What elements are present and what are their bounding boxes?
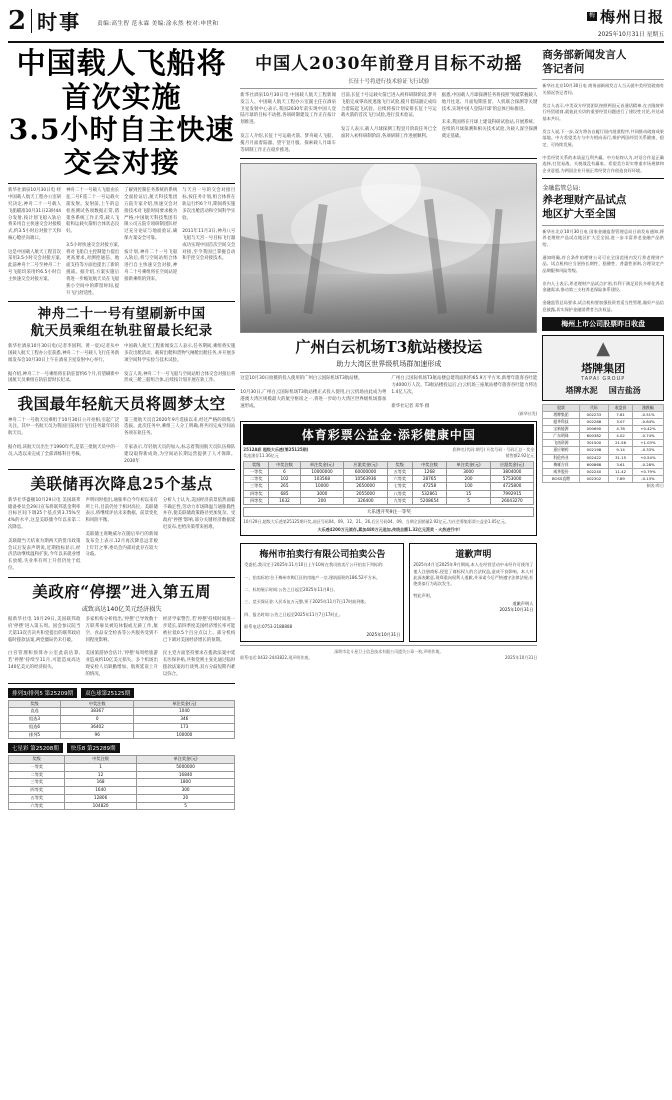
cell: 168 bbox=[65, 779, 136, 787]
cell: 1 bbox=[65, 763, 136, 771]
m2030-col-3: 据悉,中国载人月球探测任务将按照'突破掌握载人地月往返、月面短期驻留、人机联合探测等关键技术,实现中国人登陆月球'的总体目标推进。 未来,我国将在月球上建设科研试验站,开展系统、连续的月球探测和相关技术试验,为载人深空探测奠定基础。 bbox=[441, 93, 538, 139]
cell: 15 bbox=[447, 490, 491, 497]
cell: 002233 bbox=[579, 412, 609, 419]
cell: 002288 bbox=[579, 419, 609, 426]
cell: 四等奖 bbox=[244, 498, 269, 505]
m2030-col-1: 新华社酒泉10月30日电 中国载人航天工程新闻发言人、中国载人航天工程办公室副主任在酒泉卫星发射中心表示,我国2030年前实现中国人登陆月球的目标不动摇,各项研制建设工作正在按计划推进。 发言人介绍,长征十号运载火箭、梦舟载人飞船、揽月月面着陆器、望宇登月服、探索载人月球车等研制工作正在稳步推进。 bbox=[240, 93, 336, 153]
cell: 265 bbox=[269, 483, 301, 490]
footer-notice-row bbox=[240, 655, 537, 661]
divider bbox=[240, 372, 537, 373]
cell: 三等奖 bbox=[244, 483, 269, 490]
footer-notice-contact: 联系电话:0432-2443822,现声明作废。 bbox=[240, 654, 313, 660]
lottery-detail-line: 10月29日,超级大乐透第25125期开奖,前区号码04、09、12、21、26,后区号码04、09。当期全国销量2.92亿元,为社会筹集彩票公益金1.05亿元。 bbox=[243, 519, 509, 525]
lottery-table-2 bbox=[8, 755, 235, 810]
lottery-table-1 bbox=[8, 700, 235, 740]
th-6: 单注奖金(元) bbox=[447, 461, 491, 468]
cell: 4725800 bbox=[490, 483, 534, 490]
cell: 200 bbox=[447, 476, 491, 483]
photo-subcaption: 助力大湾区世界级机场群加速形成 bbox=[336, 360, 442, 369]
cell: 3804000 bbox=[490, 468, 534, 475]
table-row bbox=[244, 498, 534, 505]
cell: 12806 bbox=[65, 794, 136, 802]
cell: 三等奖 bbox=[9, 779, 65, 787]
table-row bbox=[543, 426, 664, 433]
cell: 532861 bbox=[412, 490, 447, 497]
table-header-row bbox=[543, 405, 664, 412]
auction-ad-date: 2025年10月31日 bbox=[366, 631, 401, 637]
th-0: 奖级 bbox=[244, 461, 269, 468]
cell: 1268 bbox=[412, 468, 447, 475]
cell: 四等奖 bbox=[244, 490, 269, 497]
cell: 1800 bbox=[136, 779, 234, 787]
cell: 002240 bbox=[579, 468, 609, 475]
editors-credit: 责编:高生智 范永霖 美编:涂永然 校对:申世和 bbox=[97, 21, 219, 27]
th-name: 股票 bbox=[543, 405, 579, 412]
th-level: 奖级 bbox=[9, 756, 65, 764]
cell: 104820 bbox=[65, 802, 136, 810]
cell: 000690 bbox=[579, 426, 609, 433]
lottery-sales-note: 销售额2.92亿元 bbox=[505, 452, 535, 458]
headline-line-1: 中国载人飞船将首次实施 bbox=[16, 46, 227, 114]
cell: 科伦药业 bbox=[543, 454, 579, 461]
cell: 5753000 bbox=[490, 476, 534, 483]
shenzhou-col-2: 中国载人航天工程新闻发言人表示,任务期间,乘组将实施多次出舱活动、载荷出舱和货物气闸舱出舱任务,并开展多项空间科学实验与技术试验。 发言人说,神舟二十一号飞船与空间站组合体交会对接后将形成三舱三船组合体,后续按计划开展在轨工作。 bbox=[124, 344, 236, 384]
cell: 200 bbox=[300, 498, 344, 505]
fed-col-2: 声明同时指出,通胀率自今年初以来有所上升,目前仍处于相对高位。美联储表示,将继续评估未来数据、前景变化和风险平衡。 美联储主席鲍威尔在随后举行的新闻发布会上表示,12月再次降息远非板上钉钉之事,委员会内部对此存在较大分歧。 bbox=[85, 497, 158, 558]
photo-credit: (新华社发) bbox=[518, 410, 538, 416]
article-2030-shoulder: 长征十号将进行技术验证飞行试验 bbox=[348, 79, 430, 85]
cell: 102 bbox=[269, 476, 301, 483]
cell: 60000000 bbox=[344, 468, 388, 475]
cell: 0 bbox=[61, 716, 134, 724]
cell: 300 bbox=[136, 787, 234, 795]
lottery-strip-note: 大乐透开奖9注一等奖 bbox=[243, 507, 534, 517]
cell: 5000000 bbox=[136, 763, 234, 771]
cell: 宝新能源 bbox=[543, 426, 579, 433]
lottery-pool-note: 奖池滚存11.36亿元 bbox=[243, 452, 279, 458]
bottom-ads bbox=[240, 539, 537, 642]
masthead-right bbox=[587, 6, 664, 38]
lead-headline-block bbox=[8, 47, 235, 184]
sports-lottery-box bbox=[240, 421, 537, 537]
cell: 5208654 bbox=[412, 498, 447, 505]
cell: 7992915 bbox=[490, 490, 534, 497]
lead-col-3: 了解到控制任务系统的系统全面验证后,航天科技集团五院专家介绍,快速交会对接技术对飞船时间要求极为严格,中国航天科技集团有限公司五院专项研制团队经过充分论证与地面验证,确保方案安全可靠。 按计划,神舟二十一号飞船入轨后,将与空间站组合体进行自主快速交会对接,神舟二十号乘组将在空间站迎接新乘组的到来。 bbox=[124, 188, 178, 282]
pension-title bbox=[542, 194, 664, 221]
th-count: 中奖注数 bbox=[65, 756, 136, 764]
footer-notice-date: 2025年10月31日 bbox=[505, 654, 538, 660]
cell: 嘉应制药 bbox=[543, 447, 579, 454]
photo-text-right: 广州白云国际机场T3航站楼总建筑面积约65.9万平方米,新增年旅客吞吐能力4000万人次。T3航站楼投运后,白云机场三座航站楼年旅客吞吐能力将达1.4亿人次。 新华社记者 邓华 摄 bbox=[391, 376, 538, 409]
commerce-spokesperson-body: 新华社北京10月30日电 商务部新闻发言人当天就中美经贸磋商有关情况答记者问。 发言人表示,中美双方经贸团队按照两国元首通话精神,在吉隆坡举行经贸磋商,就彼此关切的重要经贸问题进行了建设性讨论,并达成基本共识。 发言人说,下一步,双方将各自履行国内批准程序,共同推动磋商成果落地。中方希望美方与中方相向而行,维护两国经贸关系健康、稳定、可持续发展。 中美经贸关系的本质是互利共赢。中方始终认为,对话合作是正确选择,打贸易战、关税战没有赢家。希望美方切实尊重市场规律和企业意愿,为两国企业开展正常经贸合作创造良好环境。 bbox=[542, 83, 664, 173]
article-fed-body bbox=[8, 498, 235, 573]
tapai-logo-icon: ▲ bbox=[596, 338, 611, 360]
table-row bbox=[9, 771, 235, 779]
table-row bbox=[543, 475, 664, 482]
table-header-row bbox=[244, 461, 534, 468]
cell: 2055000 bbox=[344, 490, 388, 497]
cell: 36402 bbox=[61, 723, 134, 731]
table-row bbox=[543, 433, 664, 440]
apology-ad-sign: 道歉声明人 2025年10月31日 bbox=[499, 601, 534, 613]
publication-date: 2025年10月31日 星期五 bbox=[597, 32, 664, 38]
photo-caption: 广州白云机场T3航站楼投运 bbox=[295, 338, 483, 357]
cell: 威华股份 bbox=[543, 468, 579, 475]
table-row bbox=[543, 454, 664, 461]
lead-col-1: 新华社酒泉10月30日电 经中国载人航天工程办公室研究决定,神舟二十一号载人飞船瞄准10月31日23时44分发射,按计划飞船入轨后将采用自主快速交会对接模式,约3.5小时后对接于天和核心舱径向端口。 这是中国载人航天工程首次采用3.5小时交会对接方案,此前神舟十二号至神舟二十号飞船均采用约6.5小时自主快速交会对接方案。 bbox=[8, 188, 62, 282]
cell: 10000000 bbox=[300, 468, 344, 475]
table-row bbox=[9, 708, 235, 716]
page-number: 2 bbox=[8, 5, 27, 36]
table-row bbox=[9, 763, 235, 771]
masthead bbox=[8, 6, 664, 43]
apology-ad bbox=[409, 543, 537, 642]
cell: 47258 bbox=[412, 483, 447, 490]
photo-text-left: 这是10月30日拍摄的投入使用的广州白云国际机场T3航站楼。 10月30日,广州白云国际机场T3航站楼正式投入使用,白云机场由此成为粤港澳大湾区规模最大的航空枢纽之一,将进一步助力大湾区世界级机场群加速形成。 bbox=[240, 376, 387, 409]
cell: +1.03% bbox=[632, 440, 663, 447]
divider bbox=[542, 225, 664, 226]
table-row bbox=[9, 723, 235, 731]
table-row bbox=[244, 476, 534, 483]
table-row bbox=[244, 483, 534, 490]
lottery-tags-row-2 bbox=[8, 743, 235, 753]
cell: 六等奖 bbox=[9, 802, 65, 810]
commerce-spokesperson-title bbox=[542, 49, 664, 76]
brand-tagline-2: 国吉盐汤 bbox=[608, 385, 641, 396]
cell: 600868 bbox=[579, 461, 609, 468]
article-shutdown-subtitle: 或致高达140亿美元经济损失 bbox=[81, 606, 162, 614]
lottery-subheader-left: 2512A彩 超级大乐透(第25125期) bbox=[243, 446, 309, 452]
shutdown-col-2: 多家机构分析指出,'停摆'已导致数十万联邦雇员被迫休假或无薪工作,航空、食品安全检查等公共服务受到不同程度影响。 美国旅游协会估计,'停摆'每周给旅游业造成约10亿美元损失。多个机场出现安检人员缺勤增加、航班延误上升的情况。 bbox=[85, 617, 158, 677]
lottery-prize-table bbox=[243, 461, 534, 506]
cell: 3.61 bbox=[609, 461, 633, 468]
cell: 5 bbox=[136, 802, 234, 810]
cell: 4.02 bbox=[609, 433, 633, 440]
brand-name-en: TAPAI GROUP bbox=[581, 376, 626, 383]
pension-title-l1: 养老理财产品试点 bbox=[542, 194, 627, 207]
lottery-tag-qixingcai: 七星彩 第25208期 bbox=[8, 743, 63, 753]
cell: 九等奖 bbox=[387, 498, 412, 505]
lead-headline bbox=[8, 47, 235, 179]
th-4: 奖级 bbox=[387, 461, 412, 468]
th-prize: 单注奖金(元) bbox=[134, 700, 235, 708]
cell: 七等奖 bbox=[387, 483, 412, 490]
commerce-title-l1: 商务部新闻发言人 bbox=[542, 49, 627, 61]
article-2030-body bbox=[240, 93, 537, 154]
divider bbox=[8, 469, 235, 470]
article-shenzhou-title-l1: 神舟二十一号有望刷新中国 bbox=[37, 306, 206, 323]
lottery-tag-pailie: 排列3/排列5 第25209期 bbox=[8, 688, 77, 698]
cell: +0.54% bbox=[632, 454, 663, 461]
table-row bbox=[9, 802, 235, 810]
apology-ad-body: 2025年4月至2025年9月期间,本人在经营活动中未经许可使用了他人注册商标,侵犯了商标权人的合法权益,造成不良影响。本人对此深表歉意,现郑重向权利人道歉,并承诺今后严格遵守法律法规,杜绝类似行为再次发生。 特此声明。 bbox=[413, 562, 534, 599]
cell: 广东明珠 bbox=[543, 433, 579, 440]
cell: 9.14 bbox=[609, 447, 633, 454]
brand-name: 塔牌集团 bbox=[581, 362, 626, 376]
table-header-row bbox=[9, 700, 235, 708]
cell: -0.64% bbox=[632, 419, 663, 426]
th-1: 中奖注数 bbox=[269, 461, 301, 468]
cell: 梅雁吉祥 bbox=[543, 461, 579, 468]
cell: 002198 bbox=[579, 447, 609, 454]
divider bbox=[8, 389, 235, 390]
cell: 10563936 bbox=[344, 476, 388, 483]
cell: 7.81 bbox=[609, 412, 633, 419]
lead-body bbox=[8, 188, 235, 297]
cell: +0.79% bbox=[632, 468, 663, 475]
table-row bbox=[543, 461, 664, 468]
cell: -0.33% bbox=[632, 447, 663, 454]
cell: 326400 bbox=[344, 498, 388, 505]
article-2030-title: 中国人2030年前登月目标不动摇 bbox=[255, 54, 523, 74]
th-2: 单注奖金(元) bbox=[300, 461, 344, 468]
th-change: 涨跌幅 bbox=[632, 405, 663, 412]
cell: BOSS直聘 bbox=[543, 475, 579, 482]
cell: 超华科技 bbox=[543, 419, 579, 426]
cell: 28765 bbox=[412, 476, 447, 483]
th-close: 收盘价 bbox=[609, 405, 633, 412]
th-code: 代码 bbox=[579, 405, 609, 412]
paper-name: 梅州日报 bbox=[599, 8, 664, 26]
column-left bbox=[8, 47, 235, 810]
lead-col-4: 与天宫一号的交会对接目标,按任务计划,组合体将在轨运行约6个月,期间将实施多次出舱活动和空间科学实验。 2011年11月3日,神舟八号飞船与天宫一号目标飞行器成功实现中国首次空间交会对接,至今我国已掌握自动和手控交会对接技术。 bbox=[182, 188, 236, 262]
article-shenzhou-title-l2: 航天员乘组在轨驻留最长纪录 bbox=[30, 323, 213, 340]
cell: 103568 bbox=[300, 476, 344, 483]
cell: 100000 bbox=[134, 731, 235, 739]
cell: 飞南资源 bbox=[543, 440, 579, 447]
cell: 96 bbox=[61, 731, 134, 739]
article-youngest-body bbox=[8, 418, 235, 466]
th-3: 应派奖金(元) bbox=[344, 461, 388, 468]
cell: 21.56 bbox=[609, 440, 633, 447]
divider bbox=[8, 301, 235, 302]
footer-notice-text: 深圳市北斗星卫士信息技术有限公司遗失公章一枚,声明作废。 bbox=[334, 648, 444, 654]
table-row bbox=[9, 731, 235, 739]
divider bbox=[240, 158, 537, 159]
column-right bbox=[542, 47, 664, 810]
cell: 塔牌集团 bbox=[543, 412, 579, 419]
lottery-tag-kuaile8: 快乐8 第25289期 bbox=[67, 743, 120, 753]
cell: -0.28% bbox=[632, 461, 663, 468]
auction-ad-title: 梅州市拍卖行有限公司拍卖公告 bbox=[259, 550, 386, 561]
cell: 1040 bbox=[134, 708, 235, 716]
pension-kicker: 金融监管总局: bbox=[542, 185, 581, 193]
table-row bbox=[543, 447, 664, 454]
th-count: 中奖注数 bbox=[61, 700, 134, 708]
table-row bbox=[244, 468, 534, 475]
th-5: 中奖注数 bbox=[412, 461, 447, 468]
cell: 7.89 bbox=[609, 475, 633, 482]
cell: 3.07 bbox=[609, 419, 633, 426]
table-row bbox=[244, 490, 534, 497]
cell: 6 bbox=[269, 468, 301, 475]
cell: 五等奖 bbox=[9, 794, 65, 802]
cell: 一等奖 bbox=[9, 763, 65, 771]
cell: 685 bbox=[269, 490, 301, 497]
cell: 301500 bbox=[579, 440, 609, 447]
section-title: 时事 bbox=[37, 10, 82, 34]
cell: 173 bbox=[134, 723, 235, 731]
divider bbox=[8, 577, 235, 578]
table-row bbox=[9, 794, 235, 802]
cell: 1632 bbox=[269, 498, 301, 505]
fed-col-3: 分析人士认为,美国经济前景依然面临不确定性,劳动力市场降温与通胀黏性并存,使美联储政策路径更加复杂。受政府'停摆'影响,部分关键经济数据延迟发布,也给决策带来困难。 bbox=[162, 497, 236, 531]
th-level: 奖级 bbox=[9, 700, 61, 708]
brand-advertisement[interactable] bbox=[542, 335, 664, 401]
cell: 346 bbox=[134, 716, 235, 724]
lead-col-2: 神舟二十一号载人飞船由长征二号F遥二十一号运载火箭发射。发射前,上午的总检查测试各项数据正常,塔架各系统工作正常,载人飞船和运载火箭组合体状态良好。 3.5小时快速交会对接方案,将对飞船自主控制能力提出更高要求,对测控通信、地面支持等方面也提出了新的挑战。据介绍,方案实施后将进一步缩短航天员在飞船狭小空间中的滞留时间,提升飞行舒适性。 bbox=[66, 188, 120, 296]
commerce-title-l2: 答记者问 bbox=[542, 62, 585, 75]
stock-table-footer: 制表:昨日 bbox=[646, 482, 664, 488]
cell: 1640 bbox=[65, 787, 136, 795]
brand-tagline-1: 塔牌水泥 bbox=[565, 385, 598, 396]
divider bbox=[8, 683, 235, 684]
shutdown-col-1: 据新华社电 10月29日,美国联邦政府'停摆'进入第五周。国会参议院当天第13次否决共和党提出的联邦政府临时拨款法案,两党僵局仍未打破。 白宫管理和预算办公室此前估算,若'停摆'持续至11月,可能造成高达140亿美元的经济损失。 bbox=[8, 617, 81, 670]
airport-terminal-photo bbox=[240, 163, 537, 333]
divider bbox=[542, 178, 664, 179]
auction-ad bbox=[240, 543, 404, 642]
table-row bbox=[9, 716, 235, 724]
youngest-col-2: 第三批航天员自2020年9月选拔以来,经过严格的训练与选拔。此次任务中,乘组三人分工明确,将共同完成空间站各项在轨任务。 专家表示,年轻航天员的加入,标志着我国航天员队伍梯队建设取得新成效,为空间站长期运营提供了人才保障。2030年 bbox=[124, 417, 236, 464]
brand-tagline bbox=[546, 385, 660, 396]
photo-floor bbox=[241, 274, 536, 332]
cell: 5 bbox=[447, 498, 491, 505]
lottery-title: 体育彩票公益金·添彩健康中国 bbox=[243, 424, 534, 445]
cell: 100 bbox=[447, 483, 491, 490]
cell: 3000 bbox=[447, 468, 491, 475]
pension-title-l2: 地区扩大至全国 bbox=[542, 207, 616, 220]
paper-logo bbox=[587, 6, 664, 27]
cell: 38367 bbox=[61, 708, 134, 716]
cell: 直选 bbox=[9, 708, 61, 716]
stock-table bbox=[542, 404, 664, 483]
column-middle bbox=[240, 47, 537, 810]
cell: -0.13% bbox=[632, 475, 663, 482]
lottery-notes bbox=[243, 453, 534, 459]
table-row bbox=[9, 779, 235, 787]
table-row bbox=[543, 468, 664, 475]
cell: 11.42 bbox=[609, 468, 633, 475]
shutdown-col-3: 经济学家警告,若'停摆'持续时间进一步延长,第四季度美国经济增长率可能被拉低0.5个百分点以上。部分机构已下调对美国经济增长的预期。 民主党方面坚持要求在拨款法案中延长医保补贴,共和党则主张先通过临时拨款法案再行谈判,双方分歧短期内难以弥合。 bbox=[162, 617, 236, 677]
cell: 一等奖 bbox=[244, 468, 269, 475]
apology-ad-title: 道歉声明 bbox=[455, 550, 492, 561]
cell: 10000 bbox=[300, 483, 344, 490]
cell: 二等奖 bbox=[9, 771, 65, 779]
lottery-tag-shuangseqiu: 双色球第25125期 bbox=[81, 688, 134, 698]
cell: 31.15 bbox=[609, 454, 633, 461]
cell: 600382 bbox=[579, 433, 609, 440]
cell: -0.74% bbox=[632, 433, 663, 440]
th-7: 应派奖金(元) bbox=[490, 461, 534, 468]
article-shutdown-body bbox=[8, 617, 235, 678]
auction-ad-body: 受委托,我司定于2025年11月10日上午10时在我司拍卖厅公开拍卖下列标的: 一、拍卖标的:位于梅州市梅江区的房地产一宗,建筑面积约186.52平方米。 二、标的展示时间:公告之日起至2025年11月8日。 三、竞买保证金:人民币伍万元整,须于2025年11月7日17时前到账。 四、报名时间:公告之日起至2025年11月7日17时止。 联系电话:0753-2188888 bbox=[244, 562, 384, 629]
cell: 2650000 bbox=[344, 483, 388, 490]
photo-story-body bbox=[240, 376, 537, 410]
cell: 组选6 bbox=[9, 723, 61, 731]
cell: 26043270 bbox=[490, 498, 534, 505]
cell: 组选3 bbox=[9, 716, 61, 724]
logo-badge: 梅 bbox=[588, 12, 595, 20]
cell: -0.51% bbox=[632, 412, 663, 419]
page-indicator bbox=[8, 6, 81, 35]
cell: 002422 bbox=[579, 454, 609, 461]
table-row bbox=[543, 412, 664, 419]
cell: 4.78 bbox=[609, 426, 633, 433]
divider bbox=[31, 9, 32, 33]
cell: 3000 bbox=[300, 490, 344, 497]
table-row bbox=[9, 787, 235, 795]
table-header-row bbox=[9, 756, 235, 764]
cell: 五等奖 bbox=[387, 468, 412, 475]
lottery-tags-row bbox=[8, 688, 235, 698]
article-fed-title: 美联储再次降息25个基点 bbox=[30, 474, 213, 494]
article-shutdown-title: 美政府“停摆”进入第五周 bbox=[32, 581, 212, 601]
cell: 八等奖 bbox=[387, 490, 412, 497]
pension-body: 新华社北京10月30日电 国家金融监督管理总局日前发布通知,将养老理财产品试点地区扩大至全国,进一步丰富养老金融产品供给。 通知明确,符合条件的理财公司可在全国范围内发行养老理财产品。试点机构应当坚持长期性、稳健性、普惠性原则,合理设定产品期限和风险等级。 业内人士表示,养老理财产品试点扩围,有利于满足居民多样化养老金融需求,推动第三支柱养老保险体系建设。 金融监管总局要求,试点机构要加强投资者适当性管理,做好产品信息披露,切实保护金融消费者合法权益。 bbox=[542, 228, 664, 312]
m2030-col-2: 目前,长征十号运载火箭已进入初样研制阶段,梦舟飞船完成零高度逃逸飞行试验,揽月着陆器完成综合着陆起飞试验。后续将按计划安排长征十号运载火箭的首次飞行试验,进行技术验证。 发言人表示,载人月球探测工程登月阶段任务已全面转入初样研制阶段,各项研制工作进展顺利。 bbox=[340, 93, 437, 139]
youngest-col-1: 神舟二十一号航天员乘组于10月30日公开亮相,引起广泛关注。其中一名航天员为我国目前执行飞行任务最年轻的航天员。 据介绍,该航天员出生于1990年代,是第三批航天员中的一员,入选以来完成了全部训练科目考核。 bbox=[8, 417, 120, 457]
cell: 二等奖 bbox=[244, 476, 269, 483]
table-row bbox=[543, 419, 664, 426]
cell: +0.42% bbox=[632, 426, 663, 433]
shenzhou-col-1: 新华社酒泉10月30日电(记者李国利、黄一宸)记者从中国载人航天工程办公室获悉,神舟二十一号载人飞行任务新闻发布会10月30日上午在酒泉卫星发射中心举行。 据介绍,神舟二十一号乘组将在轨驻留约6个月,有望刷新中国航天员乘组在轨驻留时长纪录。 bbox=[8, 344, 120, 384]
cell: 20 bbox=[136, 794, 234, 802]
th-prize: 单注奖金(元) bbox=[136, 756, 234, 764]
stock-section-title: 梅州上市公司股票昨日收盘 bbox=[542, 317, 664, 331]
article-youngest-title: 我国最年轻航天员将圆梦太空 bbox=[17, 394, 226, 414]
headline-line-2: 3.5小时自主快速交会对接 bbox=[8, 113, 235, 179]
table-row bbox=[543, 440, 664, 447]
cell: 16840 bbox=[136, 771, 234, 779]
lottery-subheader-right: 彩种名(代码:期号) 开奖号码 - 号码汇总 - 奖金 bbox=[452, 446, 535, 452]
fed-col-1: 新华社华盛顿10月29日电 美国联邦储备委员会29日宣布将联邦基金利率目标区间下调25个基点到3.75%至4%的水平,这是美联储今年以来第二次降息。 美联储当天结束为期两天的货币政策会议后发表声明说,近期指标显示,经济活动继续温和扩张,今年以来就业增长放缓,失业率有所上升但仍处于低位。 bbox=[8, 497, 81, 571]
article-shenzhou-body bbox=[8, 344, 235, 385]
divider bbox=[240, 645, 537, 646]
cell: 002302 bbox=[579, 475, 609, 482]
cell: 12 bbox=[65, 771, 136, 779]
article-shenzhou-title bbox=[8, 306, 235, 340]
page-grid bbox=[8, 47, 664, 810]
lottery-bottom-note: 大乐透4200万元滚存,累加480万元追加,传统总额1.32亿元派奖 · 火热进行中! bbox=[317, 527, 461, 533]
cell: 四等奖 bbox=[9, 787, 65, 795]
divider bbox=[240, 88, 537, 89]
cell: 六等奖 bbox=[387, 476, 412, 483]
cell: 排列5 bbox=[9, 731, 61, 739]
divider bbox=[542, 79, 664, 80]
